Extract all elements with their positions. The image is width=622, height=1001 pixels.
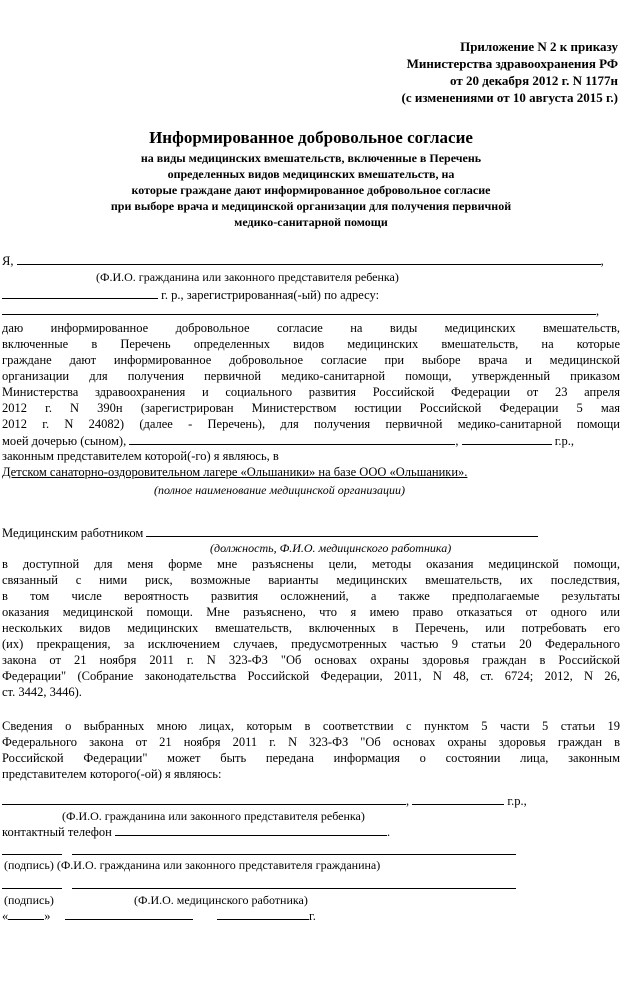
birth-suffix: г. р., зарегистрированная(-ый) по адресу: <box>161 288 380 302</box>
phone-row: контактный телефон . <box>2 825 391 839</box>
signature-line[interactable] <box>2 854 62 855</box>
subtitle-line: которые граждане дают информированное добровольное согласие <box>131 183 491 197</box>
person-fio-field[interactable] <box>2 792 406 805</box>
i-label: Я, <box>2 254 14 268</box>
phone-label: контактный телефон <box>2 825 112 839</box>
text-line: Сведения о выбранных мною лицах, которым в соответствии с пунктом 5 части 5 статьи 19 <box>2 719 620 733</box>
text-line: представителем которого(-ой) я являюсь: <box>2 767 222 781</box>
text-line: связанный с ними риск, возможные варианты медицинских вмешательств, их последствия, <box>2 573 620 587</box>
date-day-field[interactable] <box>8 907 44 920</box>
text-line: организации для получения первичной медико-санитарной помощи, утвержденный приказом <box>2 369 620 383</box>
text-line: включенные в Перечень определенных видов медицинских вмешательств, на которые <box>2 337 620 351</box>
text-line: оказания медицинской помощи. Мне разъяснено, что я имею право отказаться от одного или <box>2 605 620 619</box>
signature-caption-1: (подпись) (Ф.И.О. гражданина или законного представителя гражданина) <box>4 858 381 872</box>
fio-row: Я, , <box>2 254 604 268</box>
medworker-row <box>2 524 538 541</box>
text-line: Федерального закона от 21 ноября 2011 г. N 323-ФЗ "Об основах охраны здоровья граждан в <box>2 735 620 749</box>
person-caption: (Ф.И.О. гражданина или законного представителя ребенка) <box>62 809 365 823</box>
date-month-field[interactable] <box>65 907 193 920</box>
date-year-field[interactable] <box>217 907 309 920</box>
medworker-caption: (должность, Ф.И.О. медицинского работника) <box>210 541 452 555</box>
text-line: ст. 3442, 3446). <box>2 685 82 699</box>
name-line[interactable] <box>72 854 516 855</box>
text-line: Федерации" (Собрание законодательства Российской Федерации, 2011, N 48, ст. 6724; 2012, N 26, <box>2 669 620 683</box>
fio-caption: (Ф.И.О. гражданина или законного представителя ребенка) <box>96 270 399 284</box>
subtitle-line: на виды медицинских вмешательств, включенные в Перечень <box>140 151 482 165</box>
text-line: Российской Федерации" может быть передана информация о состоянии лица, законным <box>2 751 620 765</box>
child-prefix: моей дочерью (сыном), <box>2 434 127 448</box>
date-row <box>2 907 316 924</box>
text-line: 2012 г. N 24082) (далее - Перечень), для получения первичной медико-санитарной помощи <box>2 417 620 431</box>
text-line: Министерства здравоохранения и социального развития Российской Федерации от 23 апреля <box>2 385 620 399</box>
address-field[interactable] <box>2 302 596 315</box>
person-suffix: г.р., <box>507 794 527 808</box>
signature-caption-2: (подпись) <box>4 893 54 907</box>
document-subtitle <box>0 150 622 230</box>
header-line-1: Приложение N 2 к приказу <box>460 39 618 54</box>
date-year-suffix: г. <box>309 909 316 923</box>
medworker-label: Медицинским работником <box>2 526 144 540</box>
child-suffix: г.р., <box>554 434 575 448</box>
person-birth-field[interactable] <box>412 792 504 805</box>
person-row: , г.р., <box>2 792 527 809</box>
text-line: в доступной для меня форме мне разъяснены цели, методы оказания медицинской помощи, <box>2 557 620 571</box>
text-line: закона от 21 ноября 2011 г. N 323-ФЗ "Об основах охраны здоровья граждан в Российской <box>2 653 620 667</box>
organization-caption: (полное наименование медицинской организации) <box>154 483 406 497</box>
subtitle-line: определенных видов медицинских вмешательств, на <box>167 167 455 181</box>
address-row: , <box>2 302 599 319</box>
header-line-2: Министерства здравоохранения РФ <box>406 56 618 71</box>
signature-caption-2b: (Ф.И.О. медицинского работника) <box>134 893 308 907</box>
header-line-4: (с изменениями от 10 августа 2015 г.) <box>401 90 618 105</box>
text-line: даю информированное добровольное согласие на виды медицинских вмешательств, <box>2 321 620 335</box>
document-title: Информированное добровольное согласие <box>149 128 473 147</box>
subtitle-line: при выборе врача и медицинской организации для получения первичной <box>110 199 512 213</box>
text-line: граждане дают информированное добровольное согласие при выборе врача и медицинской <box>2 353 620 367</box>
child-fio-field[interactable] <box>129 432 455 445</box>
medworker-signature-line[interactable] <box>2 888 62 889</box>
consent-paragraph <box>2 320 620 432</box>
text-line: (их) прекращения, за исключением случаев, предусмотренных частью 9 статьи 20 Федерального <box>2 637 620 651</box>
fio-field[interactable] <box>17 252 601 265</box>
date-close-quote: » <box>44 909 51 923</box>
explained-paragraph <box>2 556 620 700</box>
text-line: нескольких видов медицинских вмешательств, включенных в Перечень, или потребовать его <box>2 621 620 635</box>
subtitle-line: медико-санитарной помощи <box>234 215 388 229</box>
date-open-quote: « <box>2 909 9 923</box>
medworker-field[interactable] <box>146 524 538 537</box>
text-line: в том числе вероятность развития осложнений, а также предполагаемые результаты <box>2 589 620 603</box>
medworker-name-line[interactable] <box>72 888 516 889</box>
document-header <box>402 38 618 106</box>
info-paragraph <box>2 718 620 782</box>
birth-row <box>2 286 379 303</box>
birth-year-field[interactable] <box>2 286 158 299</box>
header-line-3: от 20 декабря 2012 г. N 1177н <box>450 73 618 88</box>
child-row: моей дочерью (сыном), , г.р., <box>2 434 575 448</box>
representative-line: законным представителем которой(-го) я являюсь, в <box>2 449 279 463</box>
child-birth-field[interactable] <box>462 432 552 445</box>
text-line: 2012 г. N 390н (зарегистрирован Министерством юстиции Российской Федерации 5 мая <box>2 401 620 415</box>
organization-name: Детском санаторно-оздоровительном лагере «Ольшаники» на базе ООО «Ольшаники». <box>2 465 468 479</box>
phone-field[interactable] <box>115 823 387 836</box>
